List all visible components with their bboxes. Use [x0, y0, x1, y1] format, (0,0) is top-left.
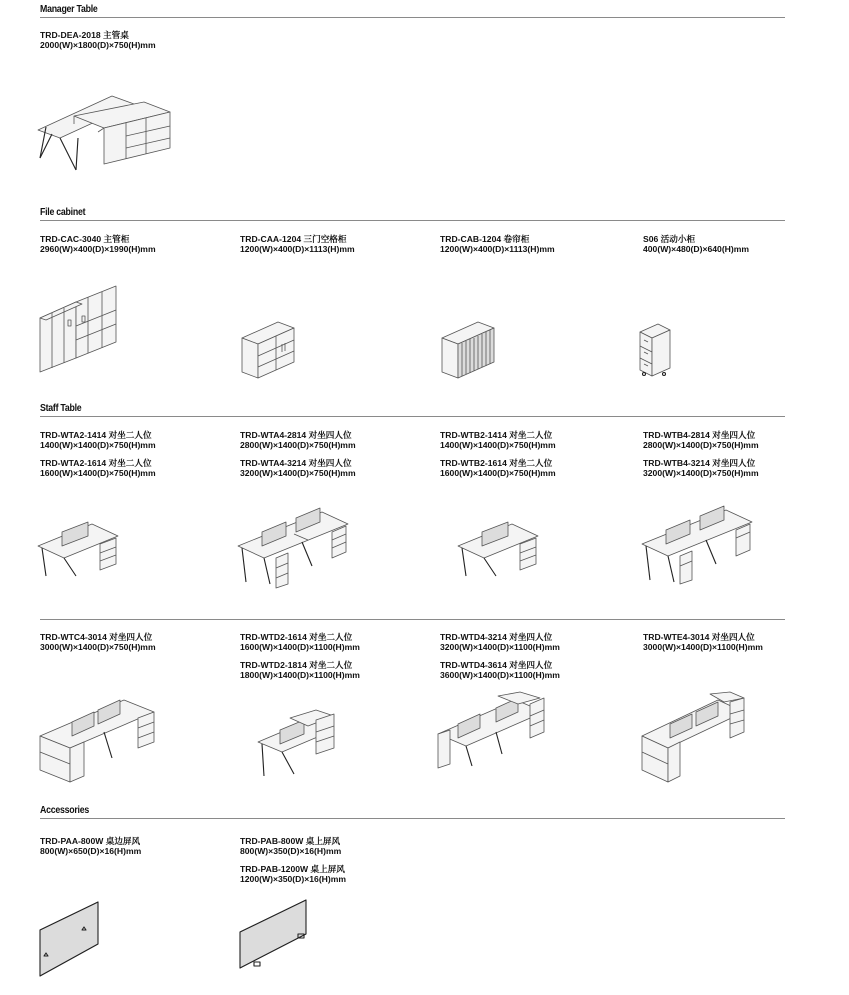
screen-panel-drawing [38, 900, 102, 980]
product-name: TRD-WTD4-3214 对坐四人位 [440, 632, 553, 642]
product-group-wta4 [240, 430, 356, 478]
manager-table-drawing [34, 88, 174, 178]
section-title-manager-table: Manager Table [40, 4, 98, 15]
product-name: TRD-PAA-800W 桌边屏风 [40, 836, 141, 846]
tambour-cabinet-drawing [438, 316, 496, 380]
workstation-drawing [256, 710, 338, 780]
product-name: TRD-CAC-3040 主管柜 [40, 234, 130, 244]
product-size: 3200(W)×1400(D)×1100(H)mm [440, 642, 560, 652]
bookcase-drawing [238, 316, 296, 380]
screen-panel-drawing [238, 898, 310, 974]
product-name: TRD-WTB2-1414 对坐二人位 [440, 430, 553, 440]
product-name: TRD-WTC4-3014 对坐四人位 [40, 632, 153, 642]
product-name: TRD-DEA-2018 主管桌 [40, 30, 129, 40]
product-name: TRD-WTA4-3214 对坐四人位 [240, 458, 352, 468]
product-name: TRD-WTA4-2814 对坐四人位 [240, 430, 352, 440]
product-size: 1400(W)×1400(D)×750(H)mm [440, 440, 556, 450]
product-group-wtd2 [240, 632, 360, 680]
section-divider [40, 619, 785, 620]
product-size: 1600(W)×1400(D)×750(H)mm [40, 468, 156, 478]
product-cab-1204 [440, 234, 555, 254]
product-size: 3200(W)×1400(D)×750(H)mm [643, 468, 759, 478]
product-size: 2800(W)×1400(D)×750(H)mm [240, 440, 356, 450]
product-name: TRD-PAB-800W 桌上屏风 [240, 836, 341, 846]
product-name: TRD-WTD2-1614 对坐二人位 [240, 632, 353, 642]
section-title-staff-table: Staff Table [40, 403, 82, 414]
section-divider [40, 416, 785, 417]
workstation-drawing [236, 506, 352, 588]
workstation-drawing [38, 692, 158, 784]
product-name: TRD-CAB-1204 卷帘柜 [440, 234, 530, 244]
product-size: 800(W)×350(D)×16(H)mm [240, 846, 342, 856]
product-cac-3040 [40, 234, 156, 254]
product-group-wtb4 [643, 430, 759, 478]
product-name: TRD-WTE4-3014 对坐四人位 [643, 632, 755, 642]
section-divider [40, 818, 785, 819]
product-size: 3000(W)×1400(D)×750(H)mm [40, 642, 156, 652]
product-name: TRD-WTB2-1614 对坐二人位 [440, 458, 553, 468]
product-size: 800(W)×650(D)×16(H)mm [40, 846, 142, 856]
workstation-drawing [640, 692, 748, 784]
mobile-pedestal-drawing [638, 322, 672, 380]
product-name: TRD-CAA-1204 三门空格柜 [240, 234, 347, 244]
product-name: TRD-WTB4-2814 对坐四人位 [643, 430, 756, 440]
product-size: 2800(W)×1400(D)×750(H)mm [643, 440, 759, 450]
product-size: 400(W)×480(D)×640(H)mm [643, 244, 750, 254]
product-name: TRD-WTD2-1814 对坐二人位 [240, 660, 353, 670]
product-group-pab [240, 836, 346, 884]
product-wtc4-3014 [40, 632, 156, 652]
section-title-file-cabinet: File cabinet [40, 207, 86, 218]
product-size: 1600(W)×1400(D)×750(H)mm [440, 468, 556, 478]
product-size: 1200(W)×400(D)×1113(H)mm [440, 244, 555, 254]
file-cabinet-drawing [38, 282, 120, 374]
product-size: 3600(W)×1400(D)×1100(H)mm [440, 670, 560, 680]
product-name: TRD-PAB-1200W 桌上屏风 [240, 864, 345, 874]
section-title-accessories: Accessories [40, 805, 89, 816]
product-size: 2960(W)×400(D)×1990(H)mm [40, 244, 156, 254]
workstation-drawing [640, 504, 756, 586]
workstation-drawing [36, 518, 122, 580]
product-name: TRD-WTD4-3614 对坐四人位 [440, 660, 553, 670]
product-group-wta2 [40, 430, 156, 478]
product-dea-2018 [40, 30, 156, 50]
section-divider [40, 220, 785, 221]
product-size: 1400(W)×1400(D)×750(H)mm [40, 440, 156, 450]
product-group-wtb2 [440, 430, 556, 478]
product-size: 1600(W)×1400(D)×1100(H)mm [240, 642, 360, 652]
workstation-drawing [456, 518, 542, 580]
product-size: 3000(W)×1400(D)×1100(H)mm [643, 642, 763, 652]
product-name: TRD-WTA2-1614 对坐二人位 [40, 458, 152, 468]
product-wte4-3014 [643, 632, 763, 652]
product-name: TRD-WTB4-3214 对坐四人位 [643, 458, 756, 468]
product-size: 3200(W)×1400(D)×750(H)mm [240, 468, 356, 478]
product-size: 1200(W)×400(D)×1113(H)mm [240, 244, 355, 254]
product-s06 [643, 234, 749, 254]
product-size: 1800(W)×1400(D)×1100(H)mm [240, 670, 360, 680]
product-group-wtd4 [440, 632, 560, 680]
product-size: 1200(W)×350(D)×16(H)mm [240, 874, 347, 884]
workstation-drawing [436, 692, 548, 770]
product-caa-1204 [240, 234, 355, 254]
product-name: S06 活动小柜 [643, 234, 696, 244]
section-divider [40, 17, 785, 18]
product-paa-800w [40, 836, 141, 856]
product-size: 2000(W)×1800(D)×750(H)mm [40, 40, 156, 50]
product-name: TRD-WTA2-1414 对坐二人位 [40, 430, 152, 440]
